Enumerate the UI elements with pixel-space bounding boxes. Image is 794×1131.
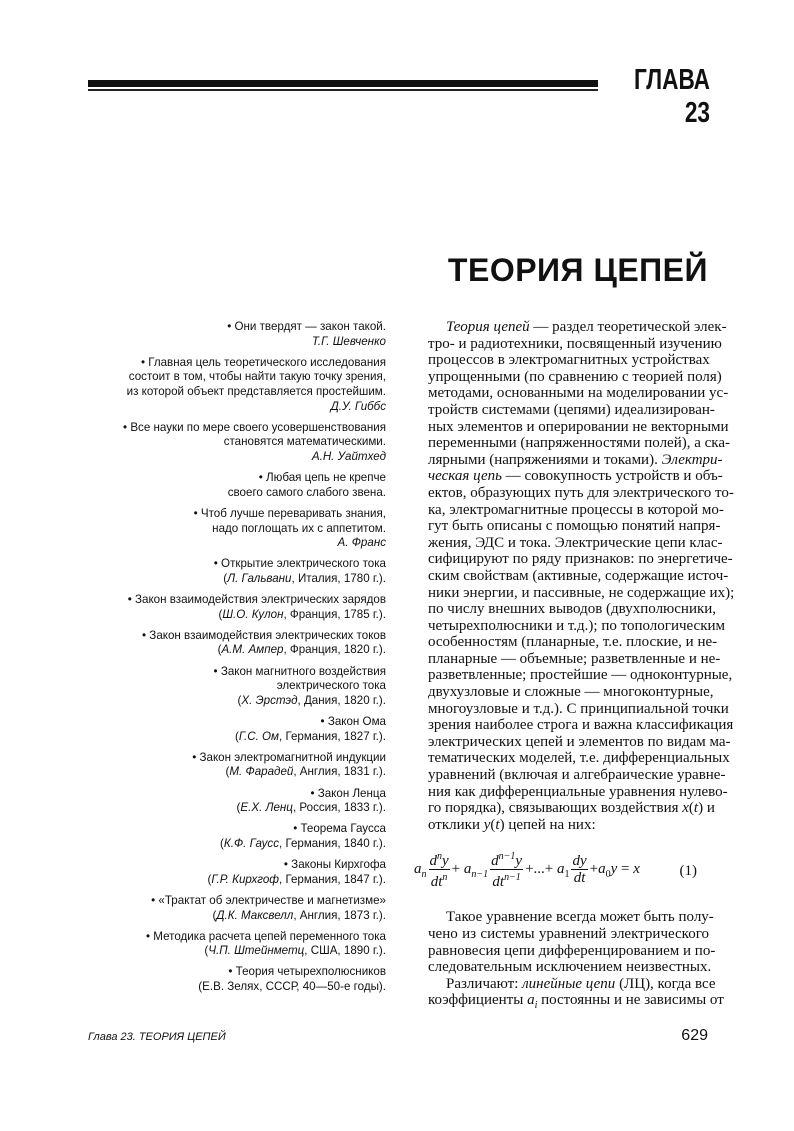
quote-line [60, 593, 386, 608]
text-segment: тройств системами (цепями) идеализирован- [428, 401, 715, 418]
quote-line [60, 385, 386, 400]
text-line [428, 501, 724, 519]
paragraph-linear-circuits [428, 975, 724, 1012]
italic-text: i [534, 1000, 538, 1012]
italic-text: Х. Эрстэд [241, 693, 298, 707]
quote-line [60, 980, 386, 995]
text-line [428, 601, 717, 618]
text-segment: жения, ЭДС и тока. Электрические цепи клас- [428, 534, 723, 551]
text-line [428, 551, 733, 568]
italic-text: Ч.П. Штейнметц [208, 944, 305, 958]
text-segment: , США, 1890 г.). [304, 944, 386, 958]
epigraph-quote [60, 894, 386, 923]
text-segment: ( [490, 816, 496, 833]
quote-line [60, 450, 386, 465]
text-line [428, 717, 734, 734]
text-segment: упрощенными (по сравнению с теорией поля) [428, 368, 722, 385]
quote-line [60, 572, 386, 587]
epigraph-quote [60, 930, 386, 959]
text-segment: — совокупность устройств и объ- [502, 468, 723, 485]
epigraph-quote [60, 665, 386, 709]
paragraph-derivation [428, 909, 716, 976]
text-segment: особенностям (планарные, т.е. плоские, и не- [428, 634, 718, 651]
text-segment: ( [212, 908, 217, 922]
text-line [428, 975, 716, 993]
quote-line [60, 930, 386, 945]
text-line [428, 650, 721, 668]
text-segment: ных элементов и оперировании не векторными [428, 418, 729, 435]
text-line [428, 368, 722, 386]
text-line [428, 634, 718, 651]
text-line [428, 817, 709, 834]
quote-line [60, 320, 386, 335]
italic-text: К.Ф. Гаусс [223, 836, 279, 850]
text-segment: • Открытие электрического тока [213, 557, 386, 571]
quote-line [60, 837, 386, 852]
main-text-column [414, 319, 735, 1012]
text-line [428, 518, 721, 535]
text-segment: • Закон взаимодействия электрических зарядов [127, 593, 386, 607]
text-segment: го порядка), связывающих воздействия [428, 800, 683, 817]
text-segment: электрического тока [276, 679, 386, 693]
italic-text: y [483, 816, 491, 833]
text-segment: из которой объект представляется простейшим. [126, 384, 386, 398]
text-line [428, 733, 731, 751]
text-segment: ( [234, 729, 239, 743]
equation-body: $a_n$ $\frac{d^ny}{dt^n}$ + $a_{n-1}$ $\frac{d^{n-1}y}{dt^{n-1}}$ +...+ $a_1$ $\frac{dy}{dt}$ $+a_0y = x$ [414, 851, 640, 891]
quote-line [60, 507, 386, 522]
italic-text: Л. Гальвани [227, 571, 292, 585]
quote-line [60, 471, 386, 486]
text-segment: — раздел теоретической элек- [529, 319, 727, 335]
italic-text: Д.У. Гиббс [330, 399, 386, 413]
italic-text: t [495, 816, 500, 833]
text-line [428, 319, 727, 336]
text-segment: своего самого слабого звена. [227, 485, 386, 499]
quote-line [60, 435, 386, 450]
quote-line [60, 873, 386, 888]
text-segment: • Чтоб лучше переваривать знания, [193, 506, 386, 520]
quote-line [60, 536, 386, 551]
epigraph-quote [60, 593, 386, 622]
text-segment: состоит в том, чтобы найти такую точку зрения, [128, 370, 386, 384]
epigraph-quote [60, 557, 386, 586]
text-segment: • Закон магнитного воздействия [213, 664, 386, 678]
text-segment: • Законы Кирхгофа [283, 858, 386, 872]
text-line [428, 451, 723, 469]
text-line [428, 484, 734, 502]
text-segment: • Любая цепь не крепче [258, 471, 386, 485]
italic-text: Теория цепей [446, 319, 530, 335]
epigraph-quote [60, 787, 386, 816]
text-segment: тро- и радиотехники, посвященный изучению [428, 335, 722, 352]
italic-text: Ш.О. Кулон [222, 607, 284, 621]
text-line [428, 750, 730, 767]
text-segment: • Они твердят — закон такой. [227, 320, 386, 333]
quote-line [60, 356, 386, 371]
text-segment: равновесия цепи дифференцированием и по- [428, 942, 716, 959]
italic-text: Е.Х. Ленц [240, 801, 293, 815]
text-segment: , Германия, 1847 г.). [279, 872, 386, 886]
text-segment: , Россия, 1833 г.). [292, 801, 386, 815]
text-segment: • «Трактат об электричестве и магнетизме» [151, 893, 386, 907]
quote-line [60, 335, 386, 350]
italic-text: x [682, 800, 689, 817]
epigraph-quote [60, 421, 386, 465]
italic-text: М. Фарадей [229, 765, 294, 779]
text-segment: лярными (напряжениями и токами). [428, 451, 662, 468]
text-segment: ( [225, 765, 230, 779]
text-segment: отклики [428, 816, 484, 833]
equation-1 [414, 839, 709, 901]
text-segment: двухузловые и сложные — многоконтурные, [428, 684, 714, 701]
text-line [428, 617, 726, 635]
text-segment: , Франция, 1820 г.). [283, 643, 386, 657]
quote-line [60, 730, 386, 745]
epigraph-quote [60, 320, 386, 349]
quote-line [60, 801, 386, 816]
header-rule-thin [88, 89, 598, 91]
chapter-label: ГЛАВА 23 [633, 64, 710, 129]
text-segment: • Закон Ленца [310, 786, 386, 800]
text-segment: ( [218, 607, 223, 621]
quote-line [60, 370, 386, 385]
italic-text: Т.Г. Шевченко [311, 334, 386, 348]
text-segment: • Методика расчета цепей переменного тока [146, 929, 386, 943]
text-segment: ( [688, 800, 694, 817]
page-number: 629 [681, 1027, 708, 1044]
text-segment: планарные — объемные; разветвленные и не- [428, 650, 721, 667]
text-segment: Различают: [446, 975, 523, 992]
text-segment: ( [223, 571, 228, 585]
quote-line [60, 822, 386, 837]
quote-line [60, 751, 386, 766]
text-segment: (Е.В. Зелях, СССР, 40—50-е годы). [198, 980, 386, 994]
text-segment: ( [220, 836, 224, 850]
italic-text: Г.С. Ом [238, 729, 279, 743]
text-line [428, 435, 731, 452]
text-segment: ния как дифференциальные уравнения нулево- [428, 783, 728, 800]
quote-line [60, 400, 386, 415]
text-line [428, 418, 729, 436]
text-segment: Такое уравнение всегда может быть полу- [446, 909, 714, 926]
text-segment: следовательным исключением неизвестных. [428, 959, 712, 976]
text-segment: ка, электромагнитные процессы в которой мо- [428, 501, 724, 518]
italic-text: линейные цепи [522, 975, 616, 992]
text-segment: ( [237, 693, 242, 707]
quote-line [60, 909, 386, 924]
text-segment: ) и [698, 800, 715, 817]
text-segment: , Франция, 1785 г.). [283, 607, 386, 621]
quote-line [60, 679, 386, 694]
epigraph-quote [60, 822, 386, 851]
text-line [428, 783, 728, 801]
quote-line [60, 608, 386, 623]
text-segment: ( [207, 872, 212, 886]
text-segment: ( [204, 944, 209, 958]
text-line [428, 684, 714, 701]
text-segment: • Все науки по мере своего усовершенствования [123, 420, 386, 434]
text-segment: ( [236, 801, 241, 815]
italic-text: t [693, 800, 699, 817]
text-line [428, 468, 723, 485]
quote-line [60, 557, 386, 572]
text-segment: • Теорема Гаусса [293, 822, 386, 836]
text-segment: , Англия, 1831 г.). [293, 765, 386, 779]
quote-line [60, 715, 386, 730]
italic-text: Д.К. Максвелл [216, 908, 294, 922]
text-segment: коэффициенты [428, 992, 528, 1009]
text-segment: • Теория четырехполюсников [228, 965, 386, 979]
text-segment: переменными (напряженностями полей), а ска- [428, 435, 731, 452]
italic-text: А.Н. Уайтхед [311, 449, 386, 463]
equation-number: (1) [679, 863, 697, 880]
text-segment: по числу внешних выводов (двухполюсники, [428, 601, 717, 618]
quote-line [60, 694, 386, 709]
italic-text: Г.Р. Кирхгоф [211, 872, 279, 886]
text-line [428, 401, 715, 419]
text-line [428, 584, 735, 602]
text-line [428, 909, 714, 926]
text-segment: ( [217, 643, 222, 657]
text-segment: (ЛЦ), когда все [615, 975, 716, 992]
epigraph-quote [60, 751, 386, 780]
quote-line [60, 944, 386, 959]
text-segment: , Дания, 1820 г.). [297, 693, 386, 707]
paragraph-intro [428, 319, 735, 833]
epigraph-quote [60, 507, 386, 551]
text-segment: разветвленные; простейшие — одноконтурные, [428, 667, 733, 684]
text-segment: процессов в электромагнитных устройствах [428, 352, 710, 369]
text-segment: постоянны и не зависимы от [537, 992, 724, 1009]
italic-text: ческая цепь [428, 468, 502, 485]
quote-line [60, 858, 386, 873]
italic-text: a [527, 992, 535, 1009]
text-segment: • Закон электромагнитной индукции [192, 750, 386, 764]
text-segment: , Англия, 1873 г.). [293, 908, 386, 922]
text-segment: • Закон взаимодействия электрических токов [142, 628, 386, 642]
text-segment: ) цепей на них: [499, 816, 596, 833]
text-line [428, 534, 723, 552]
text-segment: тематических моделей, т.е. дифференциальных [428, 750, 730, 767]
running-footer-title: Глава 23. ТЕОРИЯ ЦЕПЕЙ [88, 1031, 226, 1043]
quote-line [60, 665, 386, 680]
quote-line [60, 486, 386, 501]
epigraph-quote [60, 356, 386, 414]
text-line [428, 385, 729, 402]
text-line [428, 352, 709, 369]
text-segment: • Закон Ома [320, 715, 386, 728]
text-segment: , Италия, 1780 г.). [291, 571, 386, 585]
text-segment: методами, основанными на моделировании ус- [428, 385, 729, 402]
quote-line [60, 643, 386, 658]
quote-line [60, 522, 386, 537]
quote-line [60, 894, 386, 909]
epigraph-quote [60, 629, 386, 658]
chapter-title: ТЕОРИЯ ЦЕПЕЙ [447, 252, 708, 288]
quote-line [60, 421, 386, 436]
text-line [428, 335, 722, 353]
epigraph-quote [60, 858, 386, 887]
text-segment: ским свойствам (активные, содержащие источ- [428, 567, 729, 584]
quote-line [60, 787, 386, 802]
text-segment: электрических цепей и элементов по видам ма- [428, 733, 731, 750]
quote-line [60, 629, 386, 644]
text-segment: чено из системы уравнений электрического [428, 926, 709, 942]
epigraph-quote [60, 715, 386, 744]
text-line [428, 959, 712, 976]
text-line [428, 942, 716, 960]
epigraph-column [60, 320, 386, 1001]
italic-text: Электри- [661, 451, 723, 468]
text-line [428, 700, 729, 718]
text-segment: ники энергии, и пассивные, не содержащие их); [428, 584, 735, 601]
text-line [428, 926, 709, 943]
epigraph-quote [60, 471, 386, 500]
text-segment: ектов, образующих путь для электрического то- [428, 484, 734, 501]
text-segment: • Главная цель теоретического исследования [140, 355, 386, 369]
text-segment: уравнений (включая и алгебраические уравне- [428, 767, 726, 784]
italic-text: А. Франс [337, 536, 386, 550]
text-segment: многоузловые и т.д.). С принципиальной точки [428, 700, 729, 717]
text-line [428, 992, 724, 1012]
text-segment: четырехполюсники и т.д.); по топологическим [428, 617, 726, 634]
italic-text: А.М. Ампер [221, 643, 284, 657]
text-segment: надо поглощать их с аппетитом. [212, 521, 386, 535]
epigraph-quote [60, 965, 386, 994]
text-segment: гут быть описаны с помощью понятий напря- [428, 518, 721, 535]
text-line [428, 667, 733, 684]
text-segment: зрения наиболее строга и важна классификация [428, 717, 734, 734]
text-line [428, 567, 729, 585]
text-line [428, 767, 726, 784]
text-segment: сифицируют по ряду признаков: по энергетиче- [428, 551, 733, 568]
quote-line [60, 965, 386, 980]
text-segment: становятся математическими. [223, 435, 386, 449]
quote-line [60, 765, 386, 780]
text-segment: , Германия, 1827 г.). [279, 729, 386, 743]
text-segment: , Германия, 1840 г.). [279, 836, 386, 850]
text-line [428, 800, 715, 817]
header-rule-thick [88, 80, 598, 87]
